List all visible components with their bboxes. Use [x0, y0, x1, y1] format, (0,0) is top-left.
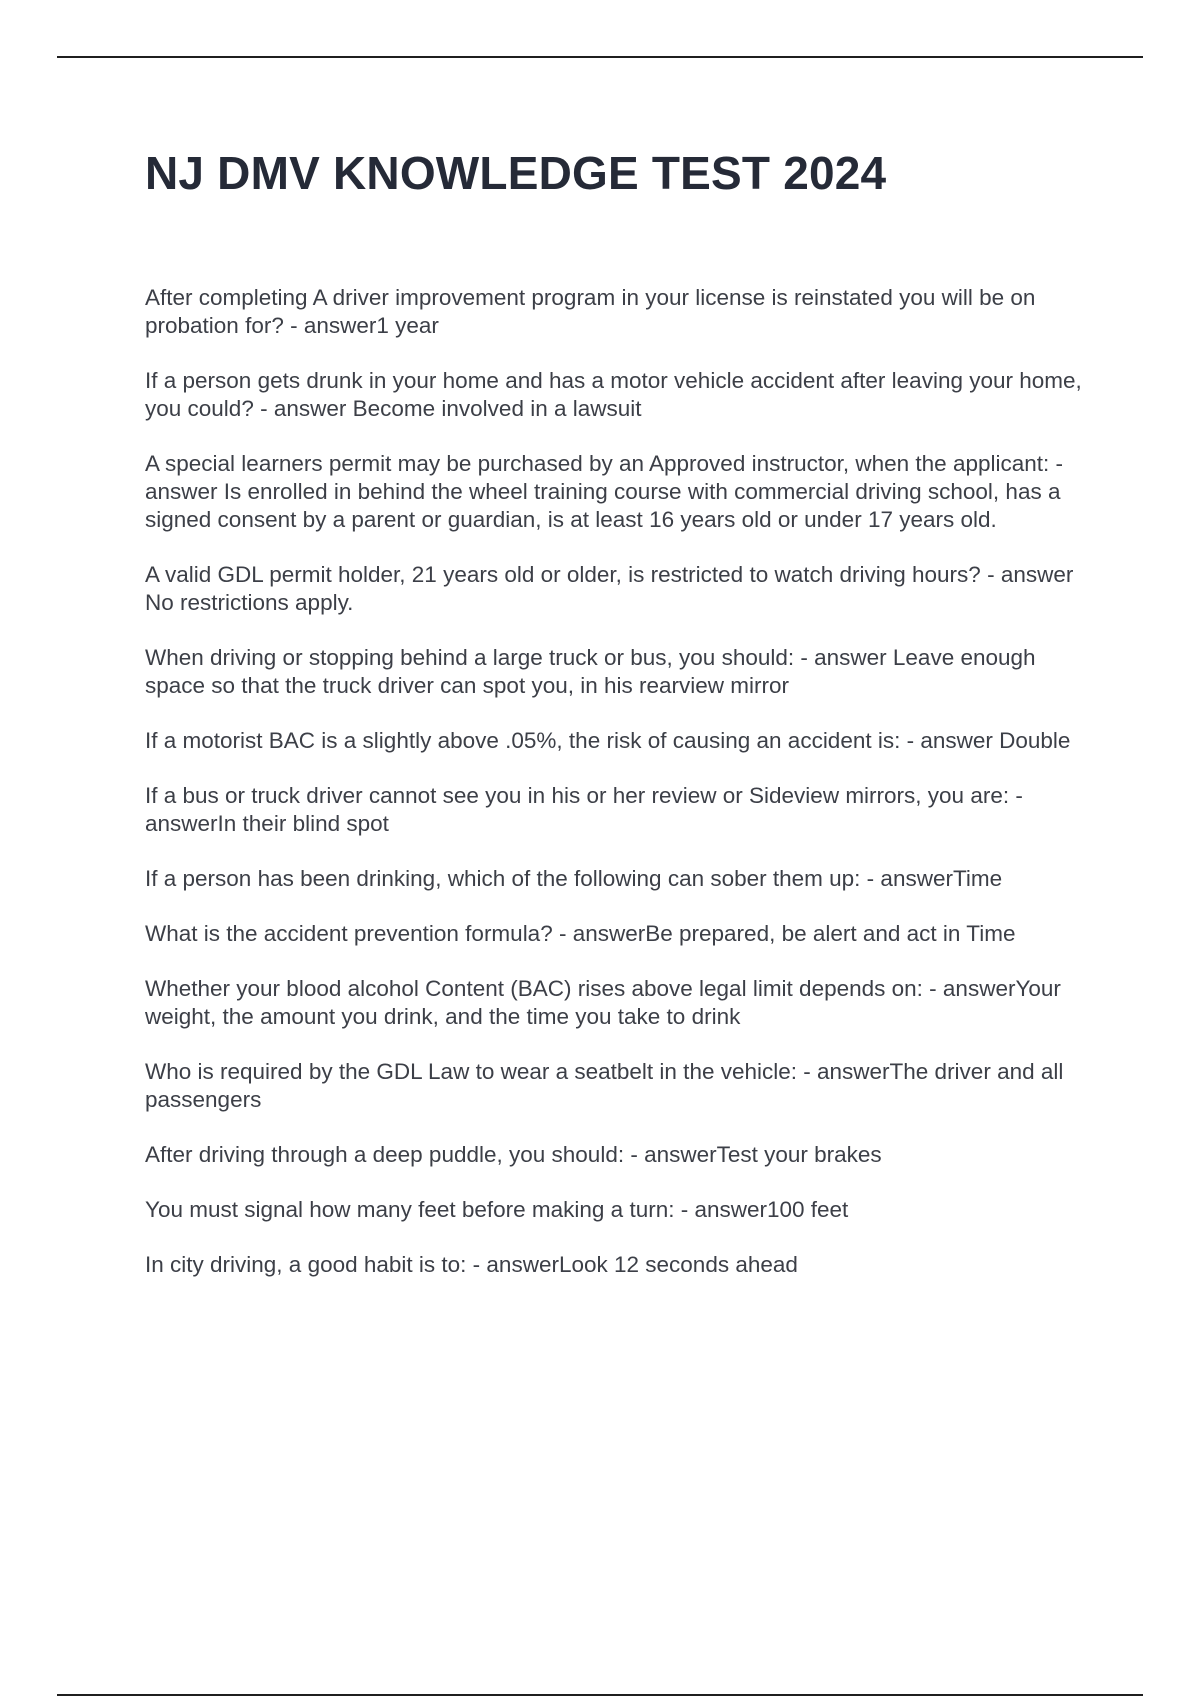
qa-item: A valid GDL permit holder, 21 years old or older, is restricted to watch driving hours? - answer No restrictions apply.: [145, 562, 1074, 615]
bottom-divider: [57, 1694, 1143, 1696]
qa-item: You must signal how many feet before making a turn: - answer100 feet: [145, 1197, 849, 1222]
qa-item: When driving or stopping behind a large truck or bus, you should: - answer Leave enough space so that the truck driver can spot you, in his rearview mirror: [145, 645, 1036, 698]
qa-item: If a person gets drunk in your home and has a motor vehicle accident after leaving your home, you could? - answer Become involved in a lawsuit: [145, 368, 1082, 421]
qa-item: If a person has been drinking, which of the following can sober them up: - answerTime: [145, 866, 1003, 891]
qa-item: After driving through a deep puddle, you should: - answerTest your brakes: [145, 1142, 882, 1167]
qa-item: If a motorist BAC is a slightly above .05%, the risk of causing an accident is: - answer Double: [145, 728, 1071, 753]
qa-list: [145, 284, 1085, 1306]
qa-item: If a bus or truck driver cannot see you in his or her review or Sideview mirrors, you are: - answerIn their blind spot: [145, 783, 1023, 836]
qa-item: After completing A driver improvement program in your license is reinstated you will be on probation for? - answer1 year: [145, 285, 1036, 338]
qa-item: Whether your blood alcohol Content (BAC) rises above legal limit depends on: - answerYour weight, the amount you drink, and the time you take to drink: [145, 976, 1061, 1029]
qa-item: In city driving, a good habit is to: - answerLook 12 seconds ahead: [145, 1252, 798, 1277]
qa-item: Who is required by the GDL Law to wear a seatbelt in the vehicle: - answerThe driver and all passengers: [145, 1059, 1064, 1112]
qa-item: What is the accident prevention formula? - answerBe prepared, be alert and act in Time: [145, 921, 1016, 946]
top-divider: [57, 56, 1143, 58]
qa-item: A special learners permit may be purchased by an Approved instructor, when the applicant: - answer Is enrolled in behind the wheel training course with commercial driving school, has a signed consent by a parent or guardian, is at least 16 years old or under 17 years old.: [145, 451, 1064, 532]
page-title: NJ DMV KNOWLEDGE TEST 2024: [145, 147, 887, 199]
